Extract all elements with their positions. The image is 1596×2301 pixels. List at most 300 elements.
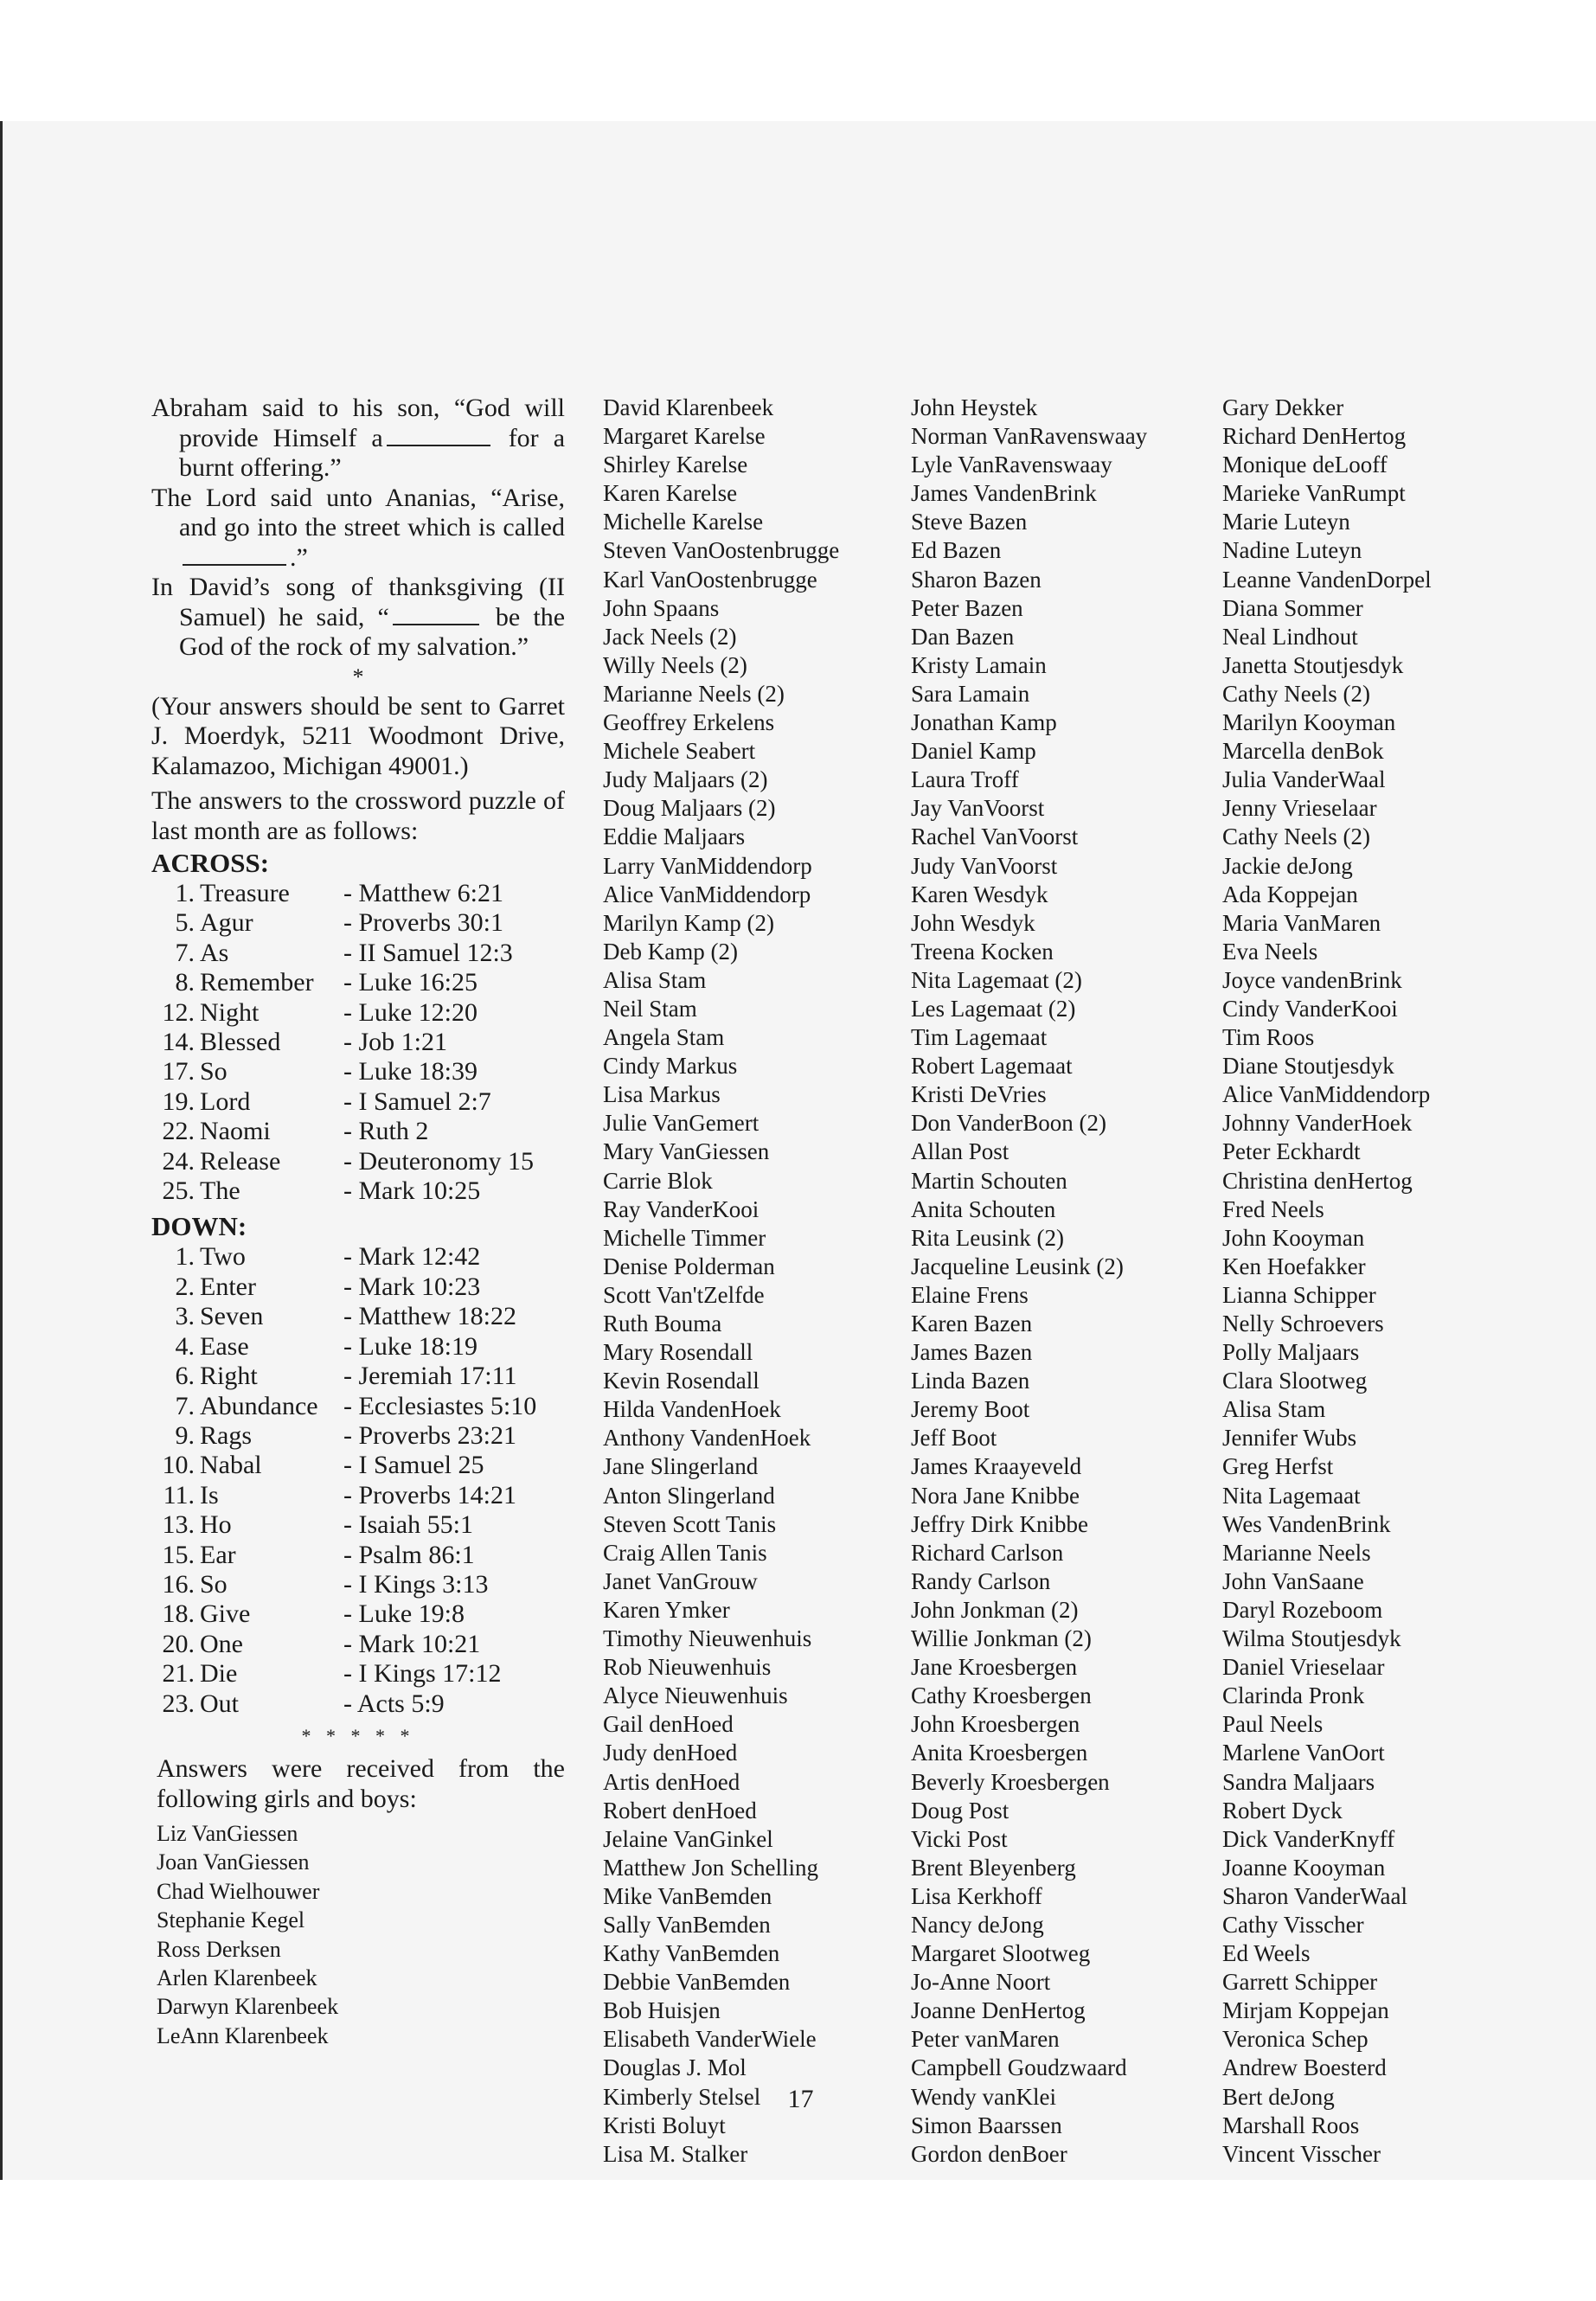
- name-list-item: Carrie Blok: [603, 1167, 713, 1194]
- name-list-item: Wes VandenBrink: [1222, 1510, 1391, 1537]
- across-answer-row: [151, 1057, 565, 1086]
- down-answer-row: [151, 1392, 565, 1421]
- name-list-item: Hilda VandenHoek: [603, 1396, 781, 1423]
- names-list-col2: [603, 394, 897, 2169]
- verse-3-text: In David’s song of thanksgiving (II Samuel) he said, “: [151, 573, 565, 631]
- across-answer-row: [151, 1147, 565, 1176]
- name-list-item: Jackie deJong: [1222, 852, 1353, 879]
- across-answer-ref: - Mark 10:25: [343, 1176, 481, 1206]
- name-list-item: Karen Karelse: [603, 480, 738, 507]
- down-answer-row: [151, 1362, 565, 1391]
- page: [0, 121, 1596, 2180]
- name-list-item: Jeremy Boot: [911, 1396, 1030, 1423]
- across-answer-word: Night: [200, 997, 260, 1027]
- name-list-item: Stephanie Kegel: [157, 1907, 305, 1933]
- name-list-item: Artis denHoed: [603, 1768, 740, 1795]
- across-answer-ref: - Ruth 2: [343, 1117, 429, 1146]
- down-answer-word: Nabal: [200, 1451, 262, 1480]
- name-list-item: Ruth Bouma: [603, 1311, 722, 1336]
- down-answer-ref: - I Kings 17:12: [343, 1659, 502, 1689]
- across-answer-ref: - Matthew 6:21: [343, 879, 503, 907]
- name-list-item: Brent Bleyenberg: [911, 1854, 1076, 1881]
- name-list-item: Marieke VanRumpt: [1222, 480, 1406, 507]
- name-list-item: Michelle Timmer: [603, 1224, 766, 1251]
- name-list-item: Campbell Goudzwaard: [911, 2054, 1127, 2081]
- name-list-item: Linda Bazen: [911, 1368, 1030, 1394]
- verse-1-end: for a burnt offering.”: [179, 423, 566, 482]
- name-list-item: Rachel VanVoorst: [911, 824, 1079, 850]
- name-list-item: Nancy deJong: [911, 1911, 1044, 1938]
- name-list-item: Alice VanMiddendorp: [603, 881, 811, 907]
- name-list-item: Neil Stam: [603, 995, 697, 1022]
- names-column-3: [911, 394, 1205, 2169]
- name-list-item: Jeffry Dirk Knibbe: [911, 1510, 1088, 1537]
- name-list-item: Jonathan Kamp: [911, 709, 1057, 736]
- name-list-item: Ken Hoefakker: [1222, 1253, 1366, 1279]
- name-list-item: Don VanderBoon (2): [911, 1110, 1106, 1137]
- name-list-item: Sally VanBemden: [603, 1911, 771, 1938]
- name-list-item: Kevin Rosendall: [603, 1368, 760, 1394]
- down-answer-row: [151, 1242, 565, 1272]
- name-list-item: Jack Neels (2): [603, 623, 737, 650]
- name-list-item: Eva Neels: [1222, 938, 1318, 965]
- across-answer-row: [151, 1028, 565, 1057]
- name-list-item: Deb Kamp (2): [603, 938, 738, 965]
- name-list-item: Karen Bazen: [911, 1311, 1033, 1336]
- names-column-4: [1222, 394, 1516, 2169]
- down-answer-ref: - I Kings 3:13: [343, 1569, 489, 1599]
- down-answer-row: [151, 1332, 565, 1362]
- name-list-item: Julia VanderWaal: [1222, 766, 1386, 793]
- name-list-item: Karen Ymker: [603, 1596, 730, 1623]
- name-list-item: Darwyn Klarenbeek: [157, 1994, 339, 2020]
- name-list-item: Marlene VanOort: [1222, 1740, 1385, 1766]
- name-list-item: Marie Luteyn: [1222, 509, 1350, 535]
- name-list-item: Sara Lamain: [911, 680, 1030, 707]
- down-answer-word: Abundance: [200, 1391, 318, 1420]
- name-list-item: Daniel Vrieselaar: [1222, 1654, 1385, 1681]
- across-answer-row: [151, 908, 565, 938]
- name-list-item: Veronica Schep: [1222, 2026, 1368, 2053]
- name-list-item: Shirley Karelse: [603, 452, 748, 478]
- across-answer-num: 8.: [175, 968, 195, 997]
- across-answer-word: So: [200, 1057, 228, 1086]
- name-list-item: Bert deJong: [1222, 2083, 1335, 2110]
- names-column-2: [603, 394, 897, 2169]
- name-list-item: Daniel Kamp: [911, 738, 1036, 765]
- across-answer-num: 19.: [162, 1086, 195, 1116]
- name-list-item: Karl VanOostenbrugge: [603, 566, 817, 593]
- name-list-item: Lisa Markus: [603, 1081, 721, 1108]
- down-answer-row: [151, 1659, 565, 1689]
- name-list-item: Doug Post: [911, 1797, 1010, 1823]
- name-list-item: Polly Maljaars: [1222, 1339, 1360, 1366]
- name-list-item: Ed Weels: [1222, 1940, 1311, 1967]
- down-answer-num: 13.: [162, 1510, 195, 1540]
- name-list-item: Bob Huisjen: [603, 1997, 721, 2024]
- name-list-item: Cindy Markus: [603, 1053, 738, 1080]
- down-answer-ref: - Proverbs 14:21: [343, 1480, 516, 1509]
- name-list-item: Jo-Anne Noort: [911, 1969, 1051, 1996]
- name-list-item: Marianne Neels: [1222, 1539, 1371, 1566]
- name-list-item: Debbie VanBemden: [603, 1969, 791, 1996]
- down-answer-num: 21.: [162, 1659, 195, 1689]
- down-answers: [151, 1242, 565, 1719]
- across-answer-num: 7.: [175, 938, 195, 967]
- name-list-item: John Heystek: [911, 394, 1038, 420]
- name-list-item: Garrett Schipper: [1222, 1969, 1378, 1996]
- name-list-item: Anthony VandenHoek: [603, 1425, 811, 1452]
- across-answer-ref: - Deuteronomy 15: [343, 1146, 534, 1176]
- name-list-item: Tim Lagemaat: [911, 1024, 1048, 1051]
- name-list-item: Kristy Lamain: [911, 651, 1047, 678]
- name-list-item: Jennifer Wubs: [1222, 1425, 1357, 1452]
- name-list-item: Greg Herfst: [1222, 1453, 1334, 1480]
- down-answer-ref: - Acts 5:9: [343, 1689, 445, 1718]
- across-answer-row: [151, 1176, 565, 1206]
- down-answer-num: 3.: [175, 1302, 195, 1331]
- name-list-item: James VandenBrink: [911, 480, 1097, 507]
- name-list-item: Cathy Visscher: [1222, 1911, 1364, 1938]
- name-list-item: Jenny Vrieselaar: [1222, 795, 1377, 822]
- across-answer-ref: - Proverbs 30:1: [343, 908, 503, 938]
- across-answer-row: [151, 968, 565, 997]
- name-list-item: Wendy vanKlei: [911, 2083, 1057, 2110]
- name-list-item: Lyle VanRavenswaay: [911, 452, 1112, 478]
- name-list-item: Sandra Maljaars: [1222, 1768, 1375, 1795]
- name-list-item: Peter vanMaren: [911, 2026, 1060, 2053]
- name-list-item: Alisa Stam: [1222, 1396, 1326, 1423]
- name-list-item: Diane Stoutjesdyk: [1222, 1053, 1394, 1080]
- across-answer-ref: - II Samuel 12:3: [343, 938, 513, 967]
- verse-1-text: Abraham said to his son, “God will provide Himself a: [151, 394, 565, 452]
- name-list-item: Fred Neels: [1222, 1195, 1324, 1222]
- across-answer-ref: - Job 1:21: [343, 1028, 447, 1057]
- name-list-item: James Bazen: [911, 1339, 1033, 1366]
- across-answer-word: Agur: [200, 908, 253, 938]
- down-answer-num: 16.: [162, 1569, 195, 1599]
- name-list-item: Clarinda Pronk: [1222, 1682, 1365, 1709]
- name-list-item: Marilyn Kooyman: [1222, 709, 1396, 736]
- name-list-item: Jeff Boot: [911, 1425, 997, 1452]
- down-answer-word: Give: [200, 1599, 251, 1629]
- name-list-item: Mirjam Koppejan: [1222, 1997, 1389, 2024]
- name-list-item: Nadine Luteyn: [1222, 537, 1362, 564]
- across-answer-num: 12.: [162, 997, 195, 1027]
- name-list-item: Norman VanRavenswaay: [911, 423, 1148, 450]
- down-answer-ref: - Mark 10:23: [343, 1272, 481, 1301]
- name-list-item: Mary VanGiessen: [603, 1138, 770, 1165]
- down-answer-num: 4.: [175, 1331, 195, 1361]
- name-list-item: Gary Dekker: [1222, 394, 1344, 420]
- name-list-item: Beverly Kroesbergen: [911, 1768, 1110, 1795]
- name-list-item: Kristi DeVries: [911, 1081, 1047, 1108]
- across-answer-row: [151, 939, 565, 968]
- name-list-item: Timothy Nieuwenhuis: [603, 1625, 812, 1652]
- name-list-item: Kathy VanBemden: [603, 1940, 780, 1967]
- name-list-item: Nelly Schroevers: [1222, 1311, 1384, 1336]
- name-list-item: Doug Maljaars (2): [603, 795, 776, 822]
- down-answer-word: Enter: [200, 1272, 256, 1301]
- left-column: [151, 394, 565, 2050]
- name-list-item: Steven VanOostenbrugge: [603, 537, 840, 564]
- down-answer-num: 23.: [162, 1689, 195, 1718]
- across-answer-ref: - I Samuel 2:7: [343, 1086, 491, 1116]
- name-list-item: Martin Schouten: [911, 1167, 1067, 1194]
- name-list-item: Marshall Roos: [1222, 2112, 1360, 2138]
- name-list-item: Randy Carlson: [911, 1567, 1051, 1594]
- down-answer-num: 18.: [162, 1599, 195, 1629]
- name-list-item: Cathy Kroesbergen: [911, 1682, 1092, 1709]
- down-answer-ref: - I Samuel 25: [343, 1451, 484, 1480]
- name-list-item: Michele Seabert: [603, 738, 756, 765]
- name-list-item: LeAnn Klarenbeek: [157, 2022, 329, 2048]
- name-list-item: Scott Van'tZelfde: [603, 1281, 765, 1308]
- answer-blank-3: [393, 624, 479, 625]
- across-answer-num: 14.: [162, 1028, 195, 1057]
- down-answer-num: 20.: [162, 1629, 195, 1658]
- name-list-item: Nita Lagemaat (2): [911, 966, 1082, 993]
- down-answer-num: 9.: [175, 1420, 195, 1450]
- name-list-item: John VanSaane: [1222, 1567, 1364, 1594]
- name-list-item: Douglas J. Mol: [603, 2054, 747, 2081]
- across-answer-word: Blessed: [200, 1028, 281, 1057]
- down-answer-word: Is: [200, 1480, 219, 1509]
- verse-2-end: .”: [290, 542, 308, 572]
- down-answer-word: Ease: [200, 1331, 249, 1361]
- down-answer-row: [151, 1570, 565, 1599]
- down-answer-ref: - Jeremiah 17:11: [343, 1362, 517, 1391]
- down-answer-num: 7.: [175, 1391, 195, 1420]
- down-answer-row: [151, 1599, 565, 1629]
- name-list-item: Ray VanderKooi: [603, 1195, 760, 1222]
- down-answer-word: Two: [200, 1242, 246, 1272]
- down-answer-num: 10.: [162, 1451, 195, 1480]
- down-answer-ref: - Ecclesiastes 5:10: [343, 1391, 537, 1420]
- name-list-item: Allan Post: [911, 1138, 1010, 1165]
- name-list-item: Eddie Maljaars: [603, 824, 746, 850]
- down-answer-word: Seven: [200, 1302, 264, 1331]
- down-answer-row: [151, 1421, 565, 1451]
- down-answer-row: [151, 1481, 565, 1510]
- name-list-item: Marcella denBok: [1222, 738, 1384, 765]
- name-list-item: Margaret Karelse: [603, 423, 766, 450]
- name-list-item: Julie VanGemert: [603, 1110, 760, 1137]
- down-answer-row: [151, 1272, 565, 1302]
- across-answer-word: As: [200, 938, 229, 967]
- name-list-item: John Kooyman: [1222, 1224, 1365, 1251]
- name-list-item: Jay VanVoorst: [911, 795, 1045, 822]
- name-list-item: Andrew Boesterd: [1222, 2054, 1387, 2081]
- name-list-item: Craig Allen Tanis: [603, 1539, 767, 1566]
- down-answer-ref: - Luke 18:19: [343, 1331, 478, 1361]
- name-list-item: Peter Eckhardt: [1222, 1138, 1361, 1165]
- name-list-item: Janetta Stoutjesdyk: [1222, 651, 1404, 678]
- name-list-item: Paul Neels: [1222, 1711, 1324, 1738]
- across-answer-ref: - Luke 16:25: [343, 968, 478, 997]
- down-answer-row: [151, 1541, 565, 1570]
- name-list-item: Judy VanVoorst: [911, 852, 1058, 879]
- across-answer-row: [151, 1117, 565, 1146]
- name-list-item: Chad Wielhouwer: [157, 1878, 320, 1904]
- name-list-item: Willy Neels (2): [603, 651, 747, 678]
- across-answer-row: [151, 879, 565, 908]
- name-list-item: Larry VanMiddendorp: [603, 852, 812, 879]
- name-list-item: Cindy VanderKooi: [1222, 995, 1398, 1022]
- name-list-item: Angela Stam: [603, 1024, 725, 1051]
- name-list-item: Matthew Jon Schelling: [603, 1854, 818, 1881]
- name-list-item: John Spaans: [603, 594, 720, 621]
- down-answer-row: [151, 1510, 565, 1540]
- down-answer-ref: - Luke 19:8: [343, 1599, 465, 1629]
- name-list-item: Neal Lindhout: [1222, 623, 1358, 650]
- name-list-item: Joanne Kooyman: [1222, 1854, 1386, 1881]
- name-list-item: Alisa Stam: [603, 966, 707, 993]
- name-list-item: Laura Troff: [911, 766, 1019, 793]
- down-answer-word: So: [200, 1569, 228, 1599]
- name-list-item: Elisabeth VanderWiele: [603, 2026, 817, 2053]
- across-answer-num: 17.: [162, 1057, 195, 1086]
- names-list-col1: [157, 1819, 565, 2050]
- name-list-item: Richard DenHertog: [1222, 423, 1407, 450]
- across-answer-num: 1.: [175, 879, 195, 907]
- name-list-item: Robert Lagemaat: [911, 1053, 1073, 1080]
- across-answer-num: 25.: [162, 1176, 195, 1206]
- name-list-item: Ada Koppejan: [1222, 881, 1358, 907]
- name-list-item: Anita Kroesbergen: [911, 1740, 1088, 1766]
- name-list-item: Judy Maljaars (2): [603, 766, 768, 793]
- down-answer-word: One: [200, 1629, 243, 1658]
- answers-intro: The answers to the crossword puzzle of last month are as follows:: [151, 786, 565, 845]
- name-list-item: Mike VanBemden: [603, 1882, 772, 1909]
- name-list-item: Ross Derksen: [157, 1936, 281, 1962]
- name-list-item: Ed Bazen: [911, 537, 1002, 564]
- answer-blank-1: [387, 445, 490, 446]
- name-list-item: Kristi Boluyt: [603, 2112, 726, 2138]
- name-list-item: Marilyn Kamp (2): [603, 909, 774, 936]
- across-answer-word: Lord: [200, 1086, 251, 1116]
- name-list-item: John Kroesbergen: [911, 1711, 1080, 1738]
- name-list-item: Liz VanGiessen: [157, 1820, 298, 1846]
- name-list-item: Richard Carlson: [911, 1539, 1064, 1566]
- down-answer-num: 15.: [162, 1540, 195, 1569]
- name-list-item: Vicki Post: [911, 1825, 1008, 1852]
- name-list-item: Maria VanMaren: [1222, 909, 1381, 936]
- verse-question-3: [151, 573, 565, 663]
- down-heading: DOWN:: [151, 1211, 247, 1242]
- name-list-item: Cathy Neels (2): [1222, 680, 1370, 707]
- name-list-item: Michelle Karelse: [603, 509, 764, 535]
- name-list-item: Dan Bazen: [911, 623, 1015, 650]
- name-list-item: Jelaine VanGinkel: [603, 1825, 773, 1852]
- name-list-item: Clara Slootweg: [1222, 1368, 1368, 1394]
- down-answer-word: Right: [200, 1362, 258, 1391]
- down-answer-num: 2.: [175, 1272, 195, 1301]
- down-answer-ref: - Psalm 86:1: [343, 1540, 475, 1569]
- across-answer-word: Treasure: [200, 879, 290, 907]
- across-answer-num: 5.: [175, 908, 195, 938]
- name-list-item: Jane Slingerland: [603, 1453, 759, 1480]
- name-list-item: Sharon Bazen: [911, 566, 1042, 593]
- name-list-item: Lisa Kerkhoff: [911, 1882, 1042, 1909]
- down-answer-word: Rags: [200, 1420, 252, 1450]
- name-list-item: Gail denHoed: [603, 1711, 734, 1738]
- name-list-item: Peter Bazen: [911, 594, 1023, 621]
- across-answer-row: [151, 998, 565, 1028]
- name-list-item: Vincent Visscher: [1222, 2140, 1381, 2167]
- name-list-item: Dick VanderKnyff: [1222, 1825, 1395, 1852]
- name-list-item: Johnny VanderHoek: [1222, 1110, 1413, 1137]
- name-list-item: Steven Scott Tanis: [603, 1510, 777, 1537]
- received-intro: Answers were received from the following girls and boys:: [157, 1753, 565, 1813]
- across-heading: ACROSS:: [151, 848, 270, 878]
- name-list-item: Kimberly Stelsel: [603, 2083, 761, 2110]
- verse-question-1: [151, 394, 565, 484]
- name-list-item: Steve Bazen: [911, 509, 1028, 535]
- name-list-item: Denise Polderman: [603, 1253, 775, 1279]
- name-list-item: David Klarenbeek: [603, 394, 774, 420]
- name-list-item: Cathy Neels (2): [1222, 824, 1370, 850]
- name-list-item: Lianna Schipper: [1222, 1281, 1376, 1308]
- address-note: (Your answers should be sent to Garret J. Moerdyk, 5211 Woodmont Drive, Kalamazoo, Michigan 49001.): [151, 691, 565, 780]
- down-answer-ref: - Matthew 18:22: [343, 1302, 516, 1331]
- down-answer-ref: - Isaiah 55:1: [343, 1510, 473, 1540]
- name-list-item: Arlen Klarenbeek: [157, 1965, 317, 1990]
- down-answer-ref: - Mark 10:21: [343, 1629, 481, 1658]
- name-list-item: Janet VanGrouw: [603, 1567, 758, 1594]
- across-answer-word: Remember: [200, 968, 314, 997]
- name-list-item: John Jonkman (2): [911, 1596, 1079, 1623]
- separator-star: *: [352, 663, 364, 689]
- down-answer-num: 1.: [175, 1242, 195, 1272]
- names-list-col3: [911, 394, 1205, 2169]
- name-list-item: Rob Nieuwenhuis: [603, 1654, 772, 1681]
- answer-blank-2: [183, 564, 286, 566]
- name-list-item: Joan VanGiessen: [157, 1849, 310, 1875]
- across-answer-row: [151, 1087, 565, 1117]
- name-list-item: Mary Rosendall: [603, 1339, 753, 1366]
- name-list-item: Jane Kroesbergen: [911, 1654, 1078, 1681]
- verse-2-text: The Lord said unto Ananias, “Arise, and go into the street which is called: [151, 483, 565, 542]
- name-list-item: Les Lagemaat (2): [911, 995, 1076, 1022]
- down-answer-ref: - Proverbs 23:21: [343, 1420, 516, 1450]
- name-list-item: Robert Dyck: [1222, 1797, 1343, 1823]
- name-list-item: James Kraayeveld: [911, 1453, 1082, 1480]
- name-list-item: Karen Wesdyk: [911, 881, 1048, 907]
- name-list-item: Anton Slingerland: [603, 1482, 775, 1509]
- name-list-item: Simon Baarssen: [911, 2112, 1062, 2138]
- name-list-item: Marianne Neels (2): [603, 680, 785, 707]
- name-list-item: Geoffrey Erkelens: [603, 709, 775, 736]
- name-list-item: Tim Roos: [1222, 1024, 1315, 1051]
- down-answer-row: [151, 1630, 565, 1659]
- down-answer-word: Ho: [200, 1510, 232, 1540]
- down-answer-row: [151, 1689, 565, 1719]
- name-list-item: Rita Leusink (2): [911, 1224, 1064, 1251]
- name-list-item: Daryl Rozeboom: [1222, 1596, 1383, 1623]
- name-list-item: Monique deLooff: [1222, 452, 1388, 478]
- down-answer-word: Out: [200, 1689, 239, 1718]
- across-answer-word: Release: [200, 1146, 281, 1176]
- name-list-item: Robert denHoed: [603, 1797, 757, 1823]
- name-list-item: Elaine Frens: [911, 1281, 1029, 1308]
- name-list-item: Nora Jane Knibbe: [911, 1482, 1080, 1509]
- name-list-item: Sharon VanderWaal: [1222, 1882, 1408, 1909]
- verse-3-end: be the God of the rock of my salvation.”: [179, 602, 566, 661]
- across-answer-ref: - Luke 18:39: [343, 1057, 478, 1086]
- down-answer-row: [151, 1451, 565, 1480]
- down-answer-num: 6.: [175, 1362, 195, 1391]
